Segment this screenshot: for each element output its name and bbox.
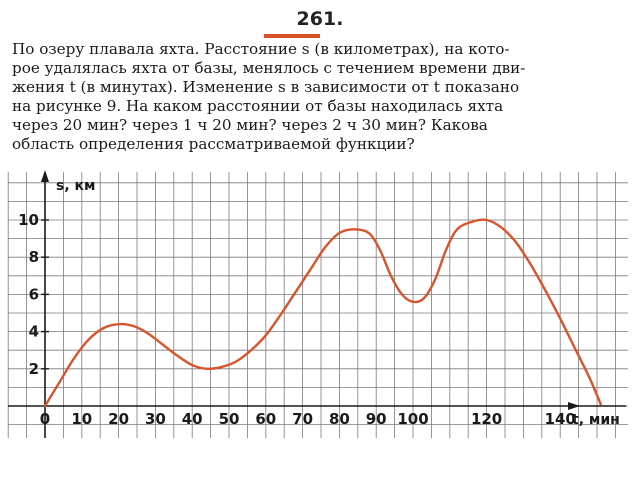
problem-text-line: По озеру плавала яхта. Расстояние s (в километрах), на кото- — [12, 40, 510, 58]
x-tick-label: 20 — [108, 410, 130, 428]
problem-text — [12, 40, 630, 154]
problem-number: 261. — [296, 8, 344, 30]
y-tick-label: 10 — [18, 211, 39, 229]
grid — [8, 172, 628, 438]
x-tick-label: 30 — [144, 410, 166, 428]
problem-text-line: на рисунке 9. На каком расстоянии от базы находилась яхта — [12, 97, 504, 115]
y-tick-label: 4 — [28, 322, 39, 341]
x-tick-label: 120 — [470, 410, 503, 428]
problem-number-underline — [264, 34, 320, 38]
problem-text-line: через 20 мин? через 1 ч 20 мин? через 2 ч 30 мин? Какова — [12, 116, 488, 134]
x-tick-label: 90 — [365, 410, 387, 428]
problem-text-line: рое удалялась яхта от базы, менялось с течением времени дви- — [12, 59, 526, 77]
y-tick-label: 8 — [28, 248, 39, 267]
x-tick-label: 80 — [328, 410, 350, 428]
y-axis-label: s, км — [56, 178, 96, 194]
y-axis-arrow — [41, 170, 49, 182]
x-axis-label: t, мин — [572, 412, 620, 428]
y-tick-label: 2 — [28, 359, 39, 378]
x-tick-label: 140 — [544, 410, 576, 428]
x-tick-label: 50 — [218, 410, 240, 428]
y-tick-label: 6 — [28, 285, 39, 304]
x-tick-label: 60 — [255, 410, 277, 428]
x-tick-label: 0 — [39, 410, 51, 428]
tick-labels — [18, 211, 576, 428]
axes — [8, 170, 626, 438]
problem-text-line: область определения рассматриваемой функции? — [12, 135, 415, 153]
x-tick-label: 10 — [71, 410, 93, 428]
x-tick-label: 100 — [397, 410, 429, 428]
x-tick-label: 40 — [181, 410, 203, 428]
distance-time-graph — [0, 168, 640, 480]
problem-text-line: жения t (в минутах). Изменение s в зависимости от t показано — [12, 78, 520, 96]
x-tick-label: 70 — [292, 410, 314, 428]
